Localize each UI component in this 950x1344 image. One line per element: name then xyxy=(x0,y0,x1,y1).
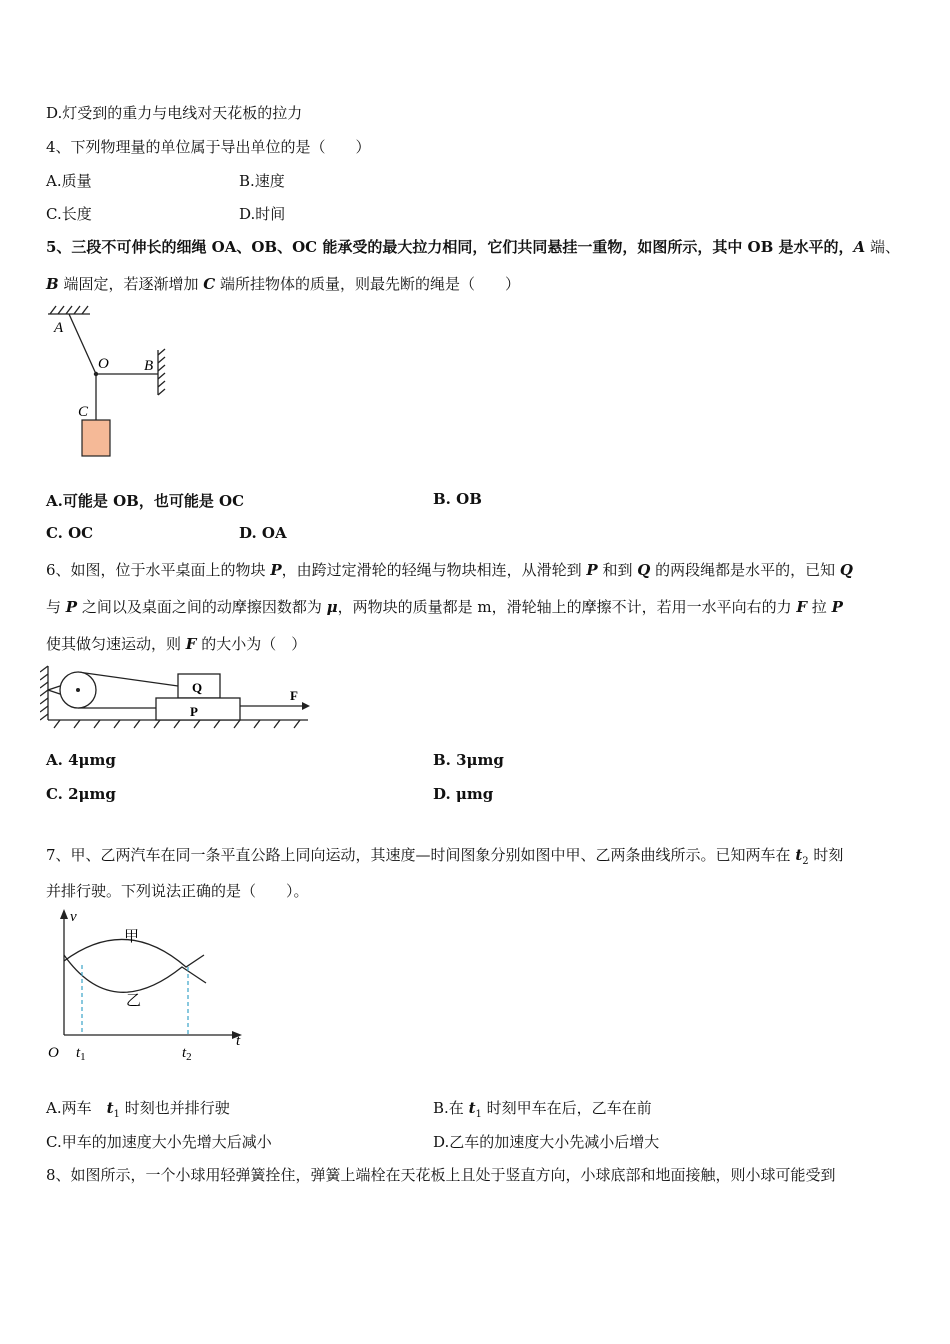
q7-option-c: C.甲车的加速度大小先增大后减小 xyxy=(46,1133,272,1151)
q5-stem-line2: B 端固定，若逐渐增加 C 端所挂物体的质量，则最先断的绳是（ ） xyxy=(46,275,520,293)
q7-label-t2: $t_2$ xyxy=(182,1045,192,1063)
q5-option-b: B. OB xyxy=(433,490,482,508)
q6-label-f: F xyxy=(290,688,298,703)
q6-stem-line1: 6、如图，位于水平桌面上的物块 P，由跨过定滑轮的轻绳与物块相连，从滑轮到 P 和到 Q 的两段绳都是水平的，已知 Q xyxy=(46,561,853,579)
q6-option-b: B. 3μmg xyxy=(433,751,504,769)
q6-label-p: P xyxy=(190,704,198,719)
q5-option-d: D. OA xyxy=(239,524,287,542)
q4-option-d: D.时间 xyxy=(239,205,286,223)
q5-option-c: C. OC xyxy=(46,524,94,542)
q5-label-o: O xyxy=(98,356,109,372)
q6-option-c: C. 2μmg xyxy=(46,785,116,803)
q5-label-b: B xyxy=(144,358,154,374)
q5-label-c: C xyxy=(78,404,89,420)
q6-stem-line2: 与 P 之间以及桌面之间的动摩擦因数都为 μ，两物块的质量都是 m，滑轮轴上的摩擦不计，若用一水平向右的力 F 拉 P xyxy=(46,598,843,616)
q3-option-d: D.灯受到的重力与电线对天花板的拉力 xyxy=(46,104,303,122)
q4-option-c: C.长度 xyxy=(46,205,92,223)
q5-label-a: A xyxy=(54,320,64,336)
q6-label-q: Q xyxy=(192,680,203,695)
q4-option-b: B.速度 xyxy=(239,172,285,190)
q6-option-d: D. μmg xyxy=(433,785,494,803)
q5-stem-line1: 5、三段不可伸长的细绳 OA、OB、OC 能承受的最大拉力相同，它们共同悬挂一重物，如图所示，其中 OB 是水平的，A 端、 xyxy=(46,238,900,256)
q7-label-yi: 乙 xyxy=(126,993,142,1009)
q6-stem-line3: 使其做匀速运动，则 F 的大小为（ ） xyxy=(46,635,307,653)
q4-stem: 4、下列物理量的单位属于导出单位的是（ ） xyxy=(46,138,371,156)
q7-label-t1: $t_1$ xyxy=(76,1045,86,1063)
q7-option-d: D.乙车的加速度大小先减小后增大 xyxy=(433,1133,660,1151)
q7-label-t: t xyxy=(236,1033,241,1049)
q6-pulley-figure xyxy=(40,660,315,730)
q5-option-a: A.可能是 OB，也可能是 OC xyxy=(46,492,245,510)
q7-stem-line1: 7、甲、乙两汽车在同一条平直公路上同向运动，其速度—时间图象分别如图中甲、乙两条曲线所示。已知两车在 $t_2$ 时刻 xyxy=(46,846,844,867)
q7-stem-line2: 并排行驶。下列说法正确的是（ ）。 xyxy=(46,882,309,900)
q7-option-b: B.在 $t_1$ 时刻甲车在后，乙车在前 xyxy=(433,1099,652,1120)
q8-stem: 8、如图所示，一个小球用轻弹簧拴住，弹簧上端栓在天花板上且处于竖直方向，小球底部和地面接触，则小球可能受到 xyxy=(46,1166,836,1184)
q7-label-v: v xyxy=(70,909,77,925)
q7-option-a: A.两车 $t_1$ 时刻也并排行驶 xyxy=(46,1099,230,1120)
q7-label-jia: 甲 xyxy=(124,929,140,945)
q5-hanging-block xyxy=(82,420,110,456)
q7-label-o: O xyxy=(48,1045,59,1061)
q6-option-a: A. 4μmg xyxy=(46,751,116,769)
q5-rope-figure xyxy=(40,300,180,465)
q4-option-a: A.质量 xyxy=(46,172,92,190)
q7-vt-graph xyxy=(40,905,250,1065)
q6-block-p xyxy=(156,698,240,720)
